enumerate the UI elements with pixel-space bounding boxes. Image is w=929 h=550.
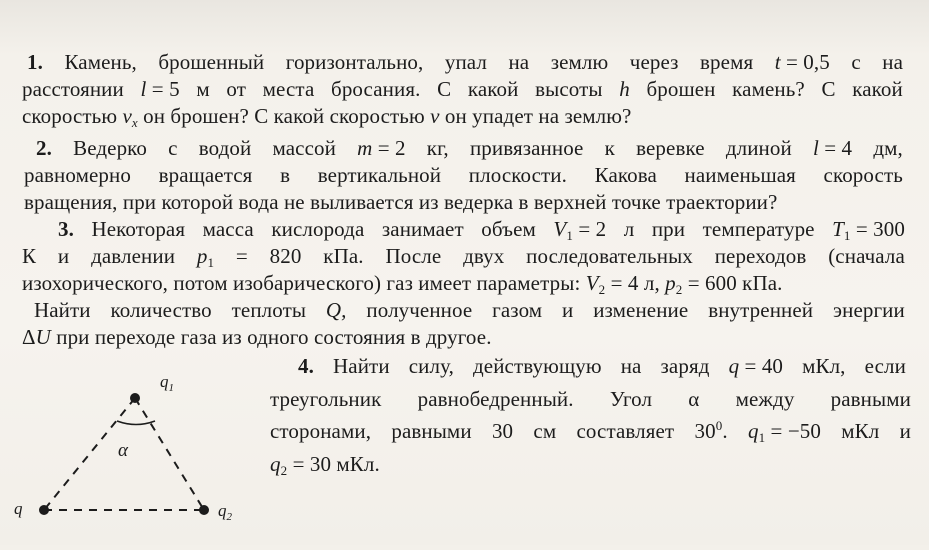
problem-2-line-3: вращения, при которой вода не выливается из ведерка в верхней точке траектории?	[24, 190, 778, 214]
problem-3-line-2: К и давлении $p_1$ = 820 кПа. После двух последовательных переходов (сначала	[22, 244, 905, 270]
label-q1: $q_1$	[160, 372, 174, 394]
problem-4-line-3: сторонами, равными 30 см составляет $30^0$. $q_1 = -50$ мКл и	[270, 418, 911, 445]
problem-3-line-3: изохорического, потом изобарического) газ имеет параметры: $V_2 = 4$ л, $p_2 = 600$ кПа.	[22, 271, 783, 297]
problem-1-number: 1.	[27, 50, 43, 74]
problem-3-number: 3.	[58, 217, 74, 241]
problem-3-line-5: ΔU при переходе газа из одного состояния в другое.	[22, 325, 492, 349]
charge-q-dot	[39, 505, 49, 515]
problem-2-line-1: 2. Ведерко с водой массой m = 2 кг, привязанное к веревке длиной l = 4 дм,	[36, 136, 903, 160]
problem-3-line-4: Найти количество теплоты Q, полученное газом и изменение внутренней энергии	[34, 298, 905, 322]
problem-4-line-2: треугольник равнобедренный. Угол α между равными	[270, 387, 911, 411]
problem-1-line-1: 1. Камень, брошенный горизонтально, упал на землю через время t = 0,5 с на	[27, 50, 903, 74]
charge-triangle-figure	[0, 360, 260, 545]
charge-q2-dot	[199, 505, 209, 515]
problem-2-number: 2.	[36, 136, 52, 160]
label-alpha: α	[118, 440, 128, 461]
angle-arc	[117, 421, 155, 425]
problem-4-number: 4.	[298, 354, 314, 378]
problem-2-line-2: равномерно вращается в вертикальной плоскости. Какова наименьшая скорость	[24, 163, 903, 187]
side-q1-q2	[135, 398, 204, 510]
label-q2: $q_2$	[218, 501, 232, 523]
problem-1-line-2: расстоянии l = 5 м от места бросания. С какой высоты h брошен камень? С какой	[22, 77, 903, 101]
problem-4-line-1: 4. Найти силу, действующую на заряд q = 40 мКл, если	[298, 354, 906, 378]
charge-q1-dot	[130, 393, 140, 403]
problem-1-line-3: скоростью $v_x$ он брошен? С какой скоростью v он упадет на землю?	[22, 104, 632, 130]
problem-4-line-4: $q_2 = 30$ мКл.	[270, 452, 380, 478]
problem-3-line-1: 3. Некоторая масса кислорода занимает объем $V_1 = 2$ л при температуре $T_1 = 300$	[58, 217, 905, 243]
label-q: q	[14, 499, 23, 518]
